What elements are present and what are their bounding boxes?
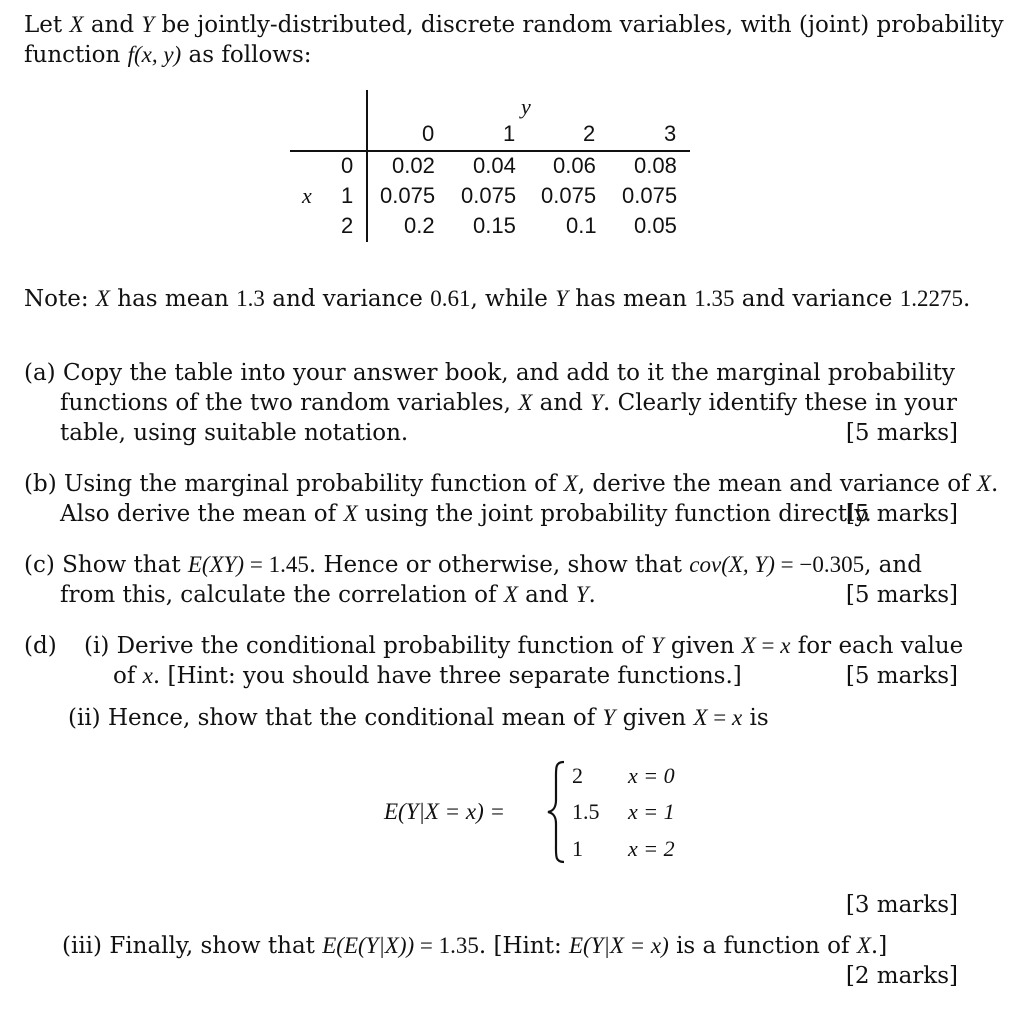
text: of (113, 663, 143, 689)
math-op: = (414, 933, 439, 958)
table-cell: 0.02 (392, 153, 435, 178)
math-var: X (343, 501, 358, 526)
case-value: 1.5 (572, 799, 600, 824)
math-num: 1.45 (268, 552, 309, 577)
math-var: X (693, 705, 708, 730)
intro-line-1 (24, 10, 1004, 40)
question-d-i-line-1 (84, 631, 963, 661)
text: is (742, 705, 769, 731)
text: and (83, 12, 142, 38)
text: table, using suitable notation. (60, 420, 409, 446)
table-cell: 0.15 (473, 213, 516, 238)
math-var: x (731, 705, 743, 730)
text: functions of the two random variables, (60, 390, 519, 416)
text: from this, calculate the correlation of (60, 582, 504, 608)
text: (ii) Hence, show that the conditional mean of (68, 705, 603, 731)
text: Let (24, 12, 70, 38)
math-var: X (518, 390, 533, 415)
text: as follows: (181, 42, 312, 68)
note-line (24, 284, 970, 314)
text: (i) Derive the conditional probability function of (84, 633, 651, 659)
text: (iii) Finally, show that (62, 933, 323, 959)
math-var: X (563, 471, 578, 496)
question-c-marks: [5 marks] (845, 582, 958, 608)
table-column-rule (366, 90, 368, 242)
question-c-line-2 (60, 580, 596, 610)
text: be jointly-distributed, discrete random variables, with (joint) probability (154, 12, 1004, 38)
math-var: X (741, 633, 756, 658)
y-header: 2 (583, 121, 596, 146)
table-cell: 0.075 (461, 183, 517, 208)
case-condition: x = 2 (628, 836, 675, 861)
math-num: 0.61 (430, 286, 471, 311)
math-var: x (142, 663, 153, 688)
case-condition: x = 0 (628, 763, 675, 788)
text: given (663, 633, 742, 659)
table-cell: 0.2 (404, 213, 435, 238)
text: . [Hint: you should have three separate functions.] (152, 663, 742, 689)
text: .] (870, 933, 888, 959)
question-b-line-1 (24, 469, 998, 499)
table-cell: 0.04 (473, 153, 516, 178)
text: . (962, 286, 971, 312)
question-d-iii-line (62, 931, 887, 961)
math-var: x (780, 633, 791, 658)
y-header: 0 (422, 121, 435, 146)
math-var: Y (575, 582, 589, 607)
text: . [Hint: (478, 933, 569, 959)
table-cell: 0.075 (380, 183, 436, 208)
math-op: = (244, 552, 269, 577)
question-d-i-line-2 (113, 661, 742, 691)
table-cell: 0.05 (634, 213, 677, 238)
question-a-line-3 (60, 418, 408, 448)
table-cell: 0.075 (541, 183, 597, 208)
question-c-line-1 (24, 550, 922, 580)
table-cell: 0.08 (634, 153, 677, 178)
math-func: cov (689, 552, 722, 577)
question-b-marks: [5 marks] (845, 501, 958, 527)
math-var: X (976, 471, 991, 496)
text: given (615, 705, 694, 731)
text: , derive the mean and variance of (577, 471, 977, 497)
math-var: Y (141, 12, 155, 37)
text: , and (864, 552, 922, 578)
table-cell: 0.075 (622, 183, 678, 208)
math-var: X (856, 933, 871, 958)
y-header: 3 (664, 121, 677, 146)
text: and variance (734, 286, 900, 312)
left-brace-icon (546, 760, 568, 864)
question-d-iii-marks: [2 marks] (845, 963, 958, 989)
equation-lhs: E(Y|X = x) = (384, 799, 506, 824)
text: and variance (264, 286, 431, 312)
table-cell: 0.1 (566, 213, 597, 238)
math-var: X (69, 12, 84, 37)
text: function (24, 42, 128, 68)
intro-line-2 (24, 40, 312, 70)
math-var: Y (602, 705, 616, 730)
question-d-ii-line (68, 703, 769, 733)
text: and (532, 390, 591, 416)
math-expr: E(Y|X = x) (569, 933, 669, 958)
math-var: X (95, 286, 110, 311)
text: . (588, 582, 596, 608)
text: using the joint probability function directly. (357, 501, 872, 527)
question-a-line-2 (60, 388, 957, 418)
text: , while (470, 286, 556, 312)
question-a-line-1 (24, 358, 955, 388)
text: . (990, 471, 999, 497)
math-op: = − (774, 552, 813, 577)
question-d-i-marks: [5 marks] (845, 663, 958, 689)
math-var: Y (650, 633, 664, 658)
text: is a function of (668, 933, 857, 959)
math-op: = (707, 705, 732, 730)
text: has mean (109, 286, 237, 312)
math-expr: f(x, y) (127, 42, 182, 67)
text: Note: (24, 286, 96, 312)
text: for each value (790, 633, 964, 659)
math-op: = (755, 633, 781, 658)
math-expr: E(E(Y|X)) (322, 933, 415, 958)
text: (a) Copy the table into your answer book, and add to it the marginal probability (24, 360, 955, 386)
text: Also derive the mean of (60, 501, 344, 527)
case-value: 2 (572, 763, 583, 788)
text: has mean (568, 286, 695, 312)
math-num: 1.35 (694, 286, 735, 311)
question-b-line-2 (60, 499, 872, 529)
question-d-label: (d) (24, 633, 57, 659)
case-value: 1 (572, 836, 583, 861)
y-header: 1 (503, 121, 516, 146)
math-num: 1.35 (438, 933, 479, 958)
math-var: X (503, 582, 518, 607)
math-num: 1.3 (236, 286, 265, 311)
question-a-marks: [5 marks] (845, 420, 958, 446)
text: . Clearly identify these in your (602, 390, 957, 416)
x-header: 2 (341, 213, 354, 238)
math-num: 1.2275 (899, 286, 963, 311)
x-header: 1 (341, 183, 354, 208)
text: (b) Using the marginal probability function of (24, 471, 564, 497)
x-axis-label: x (302, 183, 312, 208)
math-num: 0.305 (812, 552, 865, 577)
math-var: Y (555, 286, 568, 311)
case-condition: x = 1 (628, 799, 675, 824)
y-axis-label: y (521, 94, 531, 119)
question-d-ii-marks: [3 marks] (845, 892, 958, 918)
text: and (517, 582, 576, 608)
math-var: Y (590, 390, 603, 415)
x-header: 0 (341, 153, 354, 178)
table-header-rule (290, 150, 690, 152)
text: (c) Show that (24, 552, 188, 578)
text: . Hence or otherwise, show that (308, 552, 690, 578)
math-expr: E(XY) (187, 552, 245, 577)
table-cell: 0.06 (553, 153, 596, 178)
math-expr: (X, Y) (721, 552, 775, 577)
